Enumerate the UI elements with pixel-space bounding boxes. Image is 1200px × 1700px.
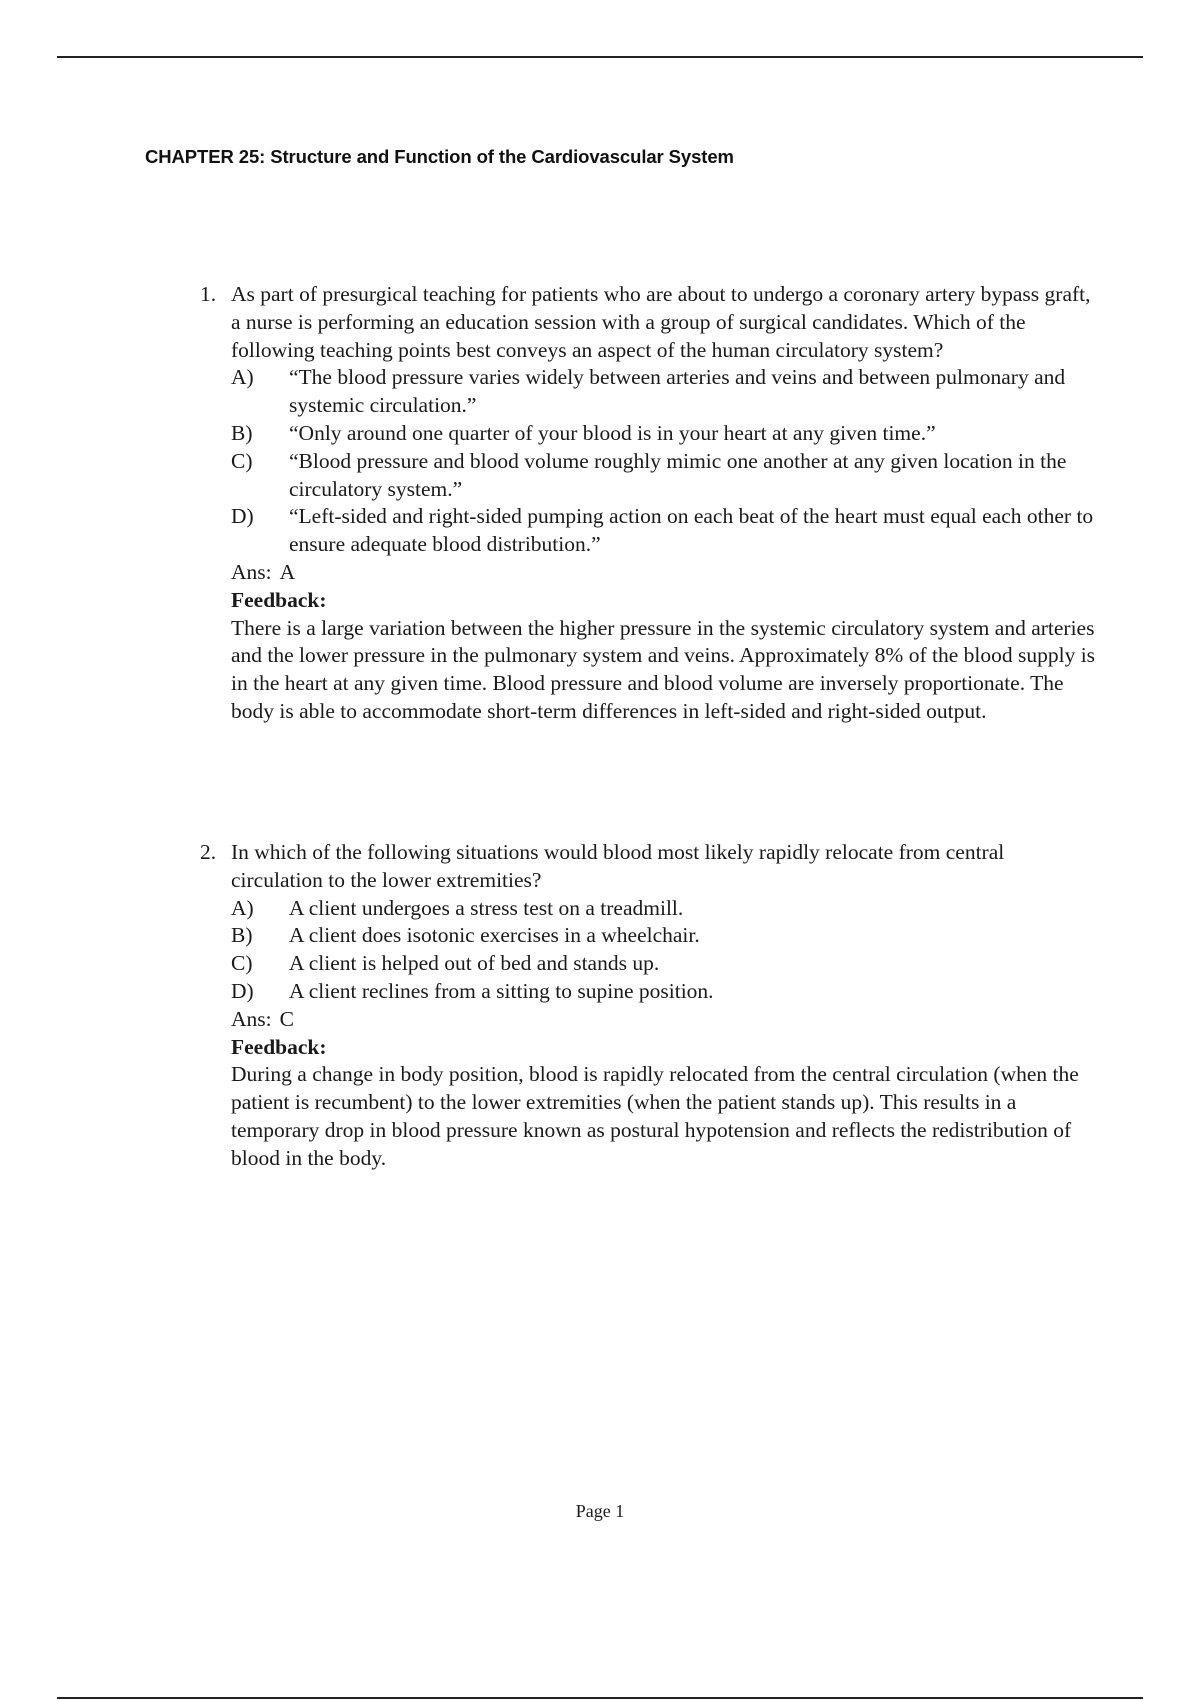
feedback-text: There is a large variation between the higher pressure in the systemic circulatory system and arteries and the lower pressure in the pulmonary system and veins. Approximately 8% of the blood supply is in the heart at any given time. Blood pressure and blood volume are inversely proportionate. The body is able to accommodate short-term differences in left-sided and right-sided output. [231,615,1096,723]
question-text: In which of the following situations would blood most likely rapidly relocate from central circulation to the lower extremities? [231,840,1005,892]
option-text: “Left-sided and right-sided pumping action on each beat of the heart must equal each other to ensure adequate blood distribution.” [289,504,1094,557]
chapter-title: CHAPTER 25: Structure and Function of the Cardiovascular System [145,146,734,167]
option-letter: C) [231,448,253,473]
option-a [231,895,1100,923]
option-d [231,503,1100,559]
option-text: “Only around one quarter of your blood is in your heart at any given time.” [289,420,936,445]
option-a [231,364,1100,420]
option-letter: A) [231,895,254,920]
page-number: Page 1 [575,1501,625,1521]
question-number: 2. [200,840,217,864]
option-c [231,448,1100,504]
question-1 [200,281,1100,726]
option-text: A client does isotonic exercises in a wheelchair. [289,923,700,948]
question-number: 1. [200,282,217,306]
answer-value: A [279,559,296,584]
option-text: “The blood pressure varies widely between arteries and veins and between pulmonary and systemic circulation.” [289,365,1066,418]
answer-line [200,1006,1100,1034]
answer-label: Ans: [231,559,272,584]
option-text: A client is helped out of bed and stands up. [289,951,660,976]
footer-rule [57,1697,1143,1699]
answer-label: Ans: [231,1006,272,1031]
option-letter: C) [231,951,253,976]
option-d [231,978,1100,1006]
option-text: A client undergoes a stress test on a treadmill. [289,895,684,920]
option-text: A client reclines from a sitting to supine position. [289,978,714,1003]
feedback-text: During a change in body position, blood is rapidly relocated from the central circulation (when the patient is recumbent) to the lower extremities (when the patient stands up). This results in a temporary drop in blood pressure known as postural hypotension and reflects the redistribution of blood in the body. [231,1062,1079,1170]
answer-value: C [279,1006,294,1031]
question-stem [200,281,1100,364]
option-text: “Blood pressure and blood volume roughly mimic one another at any given location in the circulatory system.” [289,448,1067,501]
question-2 [200,839,1100,1173]
answer-options [200,364,1100,559]
answer-line [200,559,1100,587]
feedback-heading: Feedback: [231,587,327,612]
option-letter: A) [231,365,254,390]
question-text: As part of presurgical teaching for patients who are about to undergo a coronary artery bypass graft, a nurse is performing an education session with a group of surgical candidates. Which of the following teaching points best conveys an aspect of the human circulatory system? [231,282,1091,362]
option-b [231,922,1100,950]
option-letter: D) [231,504,254,529]
option-letter: B) [231,420,253,445]
question-stem [200,839,1100,895]
option-b [231,420,1100,448]
option-c [231,950,1100,978]
feedback-heading: Feedback: [231,1034,327,1059]
answer-options [200,895,1100,1006]
option-letter: D) [231,978,254,1003]
header-rule [57,56,1143,58]
option-letter: B) [231,923,253,948]
